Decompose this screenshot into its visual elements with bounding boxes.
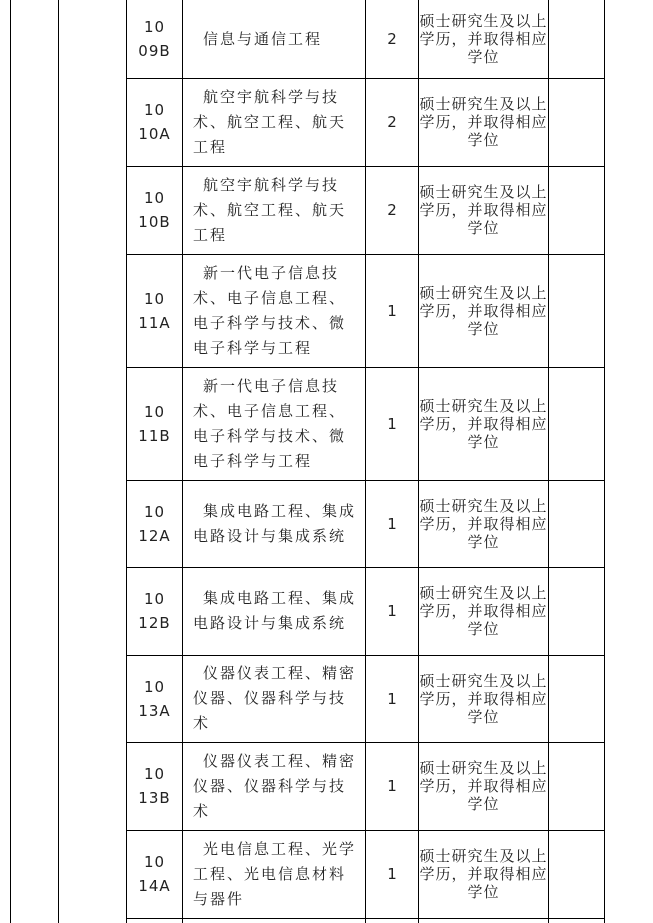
recruit-count: 1 xyxy=(387,777,397,795)
table-row xyxy=(0,0,653,78)
major-requirement xyxy=(183,367,365,480)
table-row xyxy=(0,254,653,367)
education-requirement xyxy=(419,742,548,830)
table-row xyxy=(0,78,653,166)
position-code xyxy=(127,567,182,655)
recruit-count: 1 xyxy=(387,301,397,320)
major-requirement xyxy=(183,655,365,742)
education-text: 硕士研究生及以上学历，并取得相应学位 xyxy=(419,183,548,237)
education-text: 硕士研究生及以上学历，并取得相应学位 xyxy=(419,496,548,551)
major-text: 仪器仪表工程、精密仪器、仪器科学与技术 xyxy=(193,664,357,732)
recruit-count: 1 xyxy=(387,865,397,883)
column-divider xyxy=(182,0,183,923)
major-requirement xyxy=(183,480,365,567)
education-requirement xyxy=(419,655,548,742)
position-code xyxy=(127,655,182,742)
remarks-cell xyxy=(549,655,604,742)
table-row xyxy=(0,655,653,742)
position-code xyxy=(127,830,182,918)
position-code xyxy=(127,78,182,166)
remarks-cell xyxy=(549,78,604,166)
education-text: 硕士研究生及以上学历，并取得相应学位 xyxy=(419,847,548,901)
major-requirement xyxy=(183,0,365,78)
position-code-text: 10 10B xyxy=(138,189,171,231)
recruit-count: 1 xyxy=(387,689,397,708)
education-requirement xyxy=(419,166,548,254)
column-divider xyxy=(58,0,59,923)
remarks-cell xyxy=(549,480,604,567)
position-code xyxy=(127,742,182,830)
education-requirement xyxy=(419,367,548,480)
remarks-cell xyxy=(549,166,604,254)
education-text: 硕士研究生及以上学历，并取得相应学位 xyxy=(419,671,548,726)
recruit-count: 1 xyxy=(387,414,397,433)
education-text: 硕士研究生及以上学历，并取得相应学位 xyxy=(419,759,548,813)
major-requirement xyxy=(183,254,365,367)
column-divider xyxy=(418,0,419,923)
position-code xyxy=(127,480,182,567)
table-row xyxy=(0,367,653,480)
table-row xyxy=(0,742,653,830)
remarks-cell xyxy=(549,254,604,367)
table-row xyxy=(0,480,653,567)
education-requirement xyxy=(419,254,548,367)
remarks-cell xyxy=(549,742,604,830)
recruit-count: 2 xyxy=(387,30,397,48)
major-requirement xyxy=(183,78,365,166)
recruit-count: 2 xyxy=(387,113,397,131)
major-requirement xyxy=(183,166,365,254)
remarks-cell xyxy=(549,367,604,480)
education-requirement xyxy=(419,480,548,567)
position-code xyxy=(127,166,182,254)
column-divider xyxy=(126,0,127,923)
major-text: 集成电路工程、集成电路设计与集成系统 xyxy=(193,501,357,545)
position-code xyxy=(127,0,182,78)
position-code-text: 10 09B xyxy=(138,18,171,60)
position-code-text: 10 14A xyxy=(138,853,171,895)
remarks-cell xyxy=(549,830,604,918)
education-requirement xyxy=(419,567,548,655)
remarks-cell xyxy=(549,0,604,78)
major-text: 航空宇航科学与技术、航空工程、航天工程 xyxy=(193,87,347,156)
table-border-left xyxy=(10,0,11,923)
major-text: 新一代电子信息技术、电子信息工程、电子科学与技术、微电子科学与工程 xyxy=(193,263,347,357)
major-text: 仪器仪表工程、精密仪器、仪器科学与技术 xyxy=(193,751,357,820)
recruit-count: 2 xyxy=(387,201,397,219)
education-requirement xyxy=(419,830,548,918)
major-requirement xyxy=(183,830,365,918)
recruit-count: 1 xyxy=(387,602,397,620)
table-row xyxy=(0,166,653,254)
column-divider xyxy=(548,0,549,923)
education-requirement xyxy=(419,78,548,166)
table-row xyxy=(0,830,653,918)
education-text: 硕士研究生及以上学历，并取得相应学位 xyxy=(419,396,548,451)
education-text: 硕士研究生及以上学历，并取得相应学位 xyxy=(419,12,548,66)
position-code-text: 10 12A xyxy=(138,502,171,545)
position-code-text: 10 12B xyxy=(138,590,171,632)
major-requirement xyxy=(183,742,365,830)
position-code-text: 10 13A xyxy=(138,677,171,720)
position-code-text: 10 11B xyxy=(138,402,171,445)
education-text: 硕士研究生及以上学历，并取得相应学位 xyxy=(419,584,548,638)
position-code xyxy=(127,367,182,480)
education-requirement xyxy=(419,0,548,78)
education-text: 硕士研究生及以上学历，并取得相应学位 xyxy=(419,283,548,338)
recruit-count: 1 xyxy=(387,514,397,533)
table-row xyxy=(0,567,653,655)
table-border-right xyxy=(604,0,605,923)
major-text: 航空宇航科学与技术、航空工程、航天工程 xyxy=(193,175,347,244)
education-text: 硕士研究生及以上学历，并取得相应学位 xyxy=(419,95,548,149)
position-code-text: 10 13B xyxy=(138,765,171,807)
major-text: 光电信息工程、光学工程、光电信息材料与器件 xyxy=(193,839,357,908)
position-code xyxy=(127,254,182,367)
remarks-cell xyxy=(549,567,604,655)
major-requirement xyxy=(183,567,365,655)
major-text: 新一代电子信息技术、电子信息工程、电子科学与技术、微电子科学与工程 xyxy=(193,376,347,470)
major-text: 信息与通信工程 xyxy=(203,29,323,48)
column-divider xyxy=(365,0,366,923)
position-code-text: 10 11A xyxy=(138,289,171,332)
position-code-text: 10 10A xyxy=(138,101,171,143)
major-text: 集成电路工程、集成电路设计与集成系统 xyxy=(193,589,357,632)
